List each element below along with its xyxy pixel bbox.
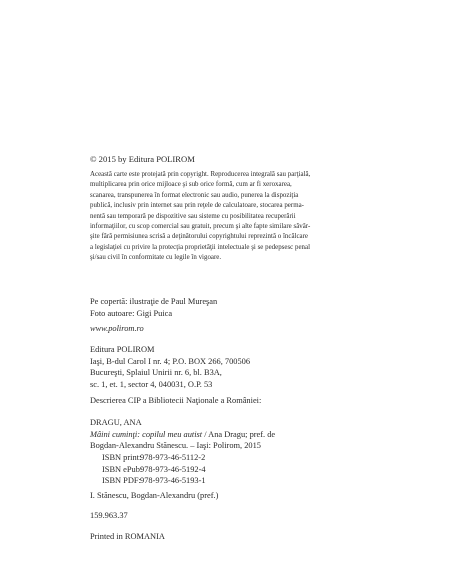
- legal-line: nentă sau temporară pe dispozitive sau sisteme cu posibilitatea recuperării: [90, 212, 296, 220]
- isbn-value: 978-973-46-5193-1: [140, 476, 206, 486]
- address-line: Editura POLIROM: [90, 345, 155, 354]
- legal-line: Această carte este protejată prin copyright. Reproducerea integrală sau parţială,: [90, 171, 311, 178]
- isbn-row: [102, 464, 402, 476]
- record-title-rest: / Ana Dragu; pref. de: [202, 429, 276, 439]
- legal-line: a legislaţiei cu privire la protecţia proprietăţii intelectuale şi se pedepsesc penal: [90, 243, 311, 251]
- copyright-notice: © 2015 by Editura POLIROM: [90, 154, 195, 164]
- legal-line: şite fără permisiunea scrisă a deţinătorului copyrightului reprezintă o încălcare: [90, 233, 309, 241]
- photo-credit: Foto autoare: Gigi Puica: [90, 308, 173, 318]
- address-line: Bucureşti, Splaiul Unirii nr. 6, bl. B3A,: [90, 368, 222, 378]
- cip-heading: Descrierea CIP a Bibliotecii Naţionale a României:: [90, 396, 262, 405]
- isbn-value: 978-973-46-5192-4: [140, 464, 206, 474]
- legal-line: multiplicarea prin orice mijloace şi sub orice formă, cum ar fi xeroxarea,: [90, 181, 292, 189]
- record-publication: Bogdan-Alexandru Stănescu. – Iaşi: Polirom, 2015: [90, 441, 261, 451]
- legal-line: scanarea, transpunerea în format electronic sau audio, punerea la dispoziţia: [90, 191, 299, 199]
- record-author: DRAGU, ANA: [90, 418, 142, 427]
- legal-notice: [90, 170, 386, 264]
- credits: [90, 296, 390, 319]
- isbn-label: ISBN PDF:: [102, 476, 141, 486]
- address-line: sc. 1, et. 1, sector 4, 040031, O.P. 53: [90, 379, 213, 389]
- publisher-address: [90, 344, 390, 390]
- isbn-label: ISBN ePub:: [102, 464, 143, 474]
- legal-line: informaţiilor, cu scop comercial sau gratuit, precum şi alte fapte similare săvâr-: [90, 223, 311, 231]
- publisher-website: www.polirom.ro: [90, 324, 144, 333]
- isbn-list: [102, 452, 402, 487]
- cover-credit: Pe copertă: ilustraţie de Paul Mureşan: [90, 297, 218, 306]
- legal-line: şi/sau civil în conformitate cu legile în vigoare.: [90, 254, 222, 262]
- classification-number: 159.963.37: [90, 511, 128, 520]
- printed-in: Printed in ROMANIA: [90, 532, 165, 541]
- isbn-label: ISBN print:: [102, 453, 142, 462]
- cip-record: [90, 417, 390, 452]
- subject-entry: I. Stănescu, Bogdan-Alexandru (pref.): [90, 491, 219, 500]
- isbn-value: 978-973-46-5112-2: [140, 453, 206, 462]
- legal-line: publică, inclusiv prin internet sau prin reţele de calculatoare, stocarea perma-: [90, 202, 304, 210]
- isbn-row: [102, 475, 402, 487]
- record-title-line: [90, 429, 390, 441]
- address-line: Iaşi, B-dul Carol I nr. 4; P.O. BOX 266, 700506: [90, 356, 251, 366]
- record-title: Mâini cuminţi: copilul meu autist: [90, 429, 203, 439]
- isbn-row: [102, 452, 402, 464]
